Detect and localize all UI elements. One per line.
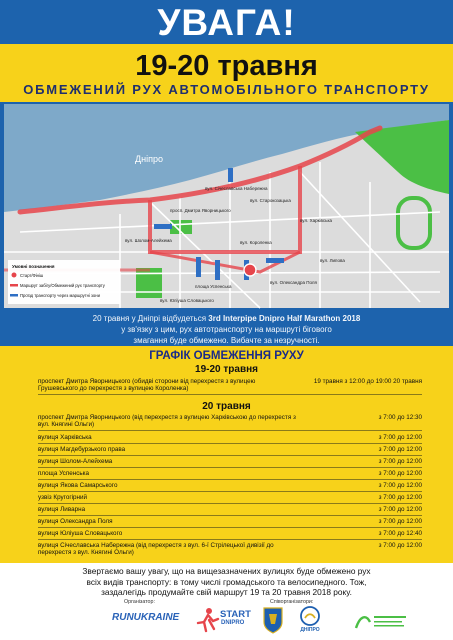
start-finish-marker <box>244 264 256 276</box>
schedule-street: проспект Дмитра Яворницького (обидві сторони від перехрестя з вулицею Грушевського до перехрестя з вулицею Короленка) <box>38 378 256 393</box>
schedule-day1-label: 19-20 травня <box>195 364 258 375</box>
runukraine-logo <box>112 612 184 626</box>
river-label: Дніпро <box>135 154 163 164</box>
organizer-label: Організатор: <box>124 599 155 605</box>
street-label-5: вул. Короленка <box>240 240 272 245</box>
schedule-street: узвіз Кругогірний <box>38 494 88 501</box>
schedule-time: з 7:00 до 12:00 <box>378 518 422 525</box>
row-divider <box>38 467 422 468</box>
row-divider <box>38 455 422 456</box>
schedule-time: з 7:00 до 12:00 <box>378 458 422 465</box>
row-divider <box>38 515 422 516</box>
schedule-time: з 7:00 до 12:00 <box>378 434 422 441</box>
schedule-street: вулиця Шолом-Алейхема <box>38 458 113 465</box>
schedule-street: вулиця Харківська <box>38 434 92 441</box>
info-line-3: змагання буде обмежено. Вибачте за незручності. <box>133 336 320 345</box>
info-band <box>0 312 453 346</box>
schedule-street: площа Успенська <box>38 470 90 477</box>
restriction-subtitle: ОБМЕЖЕНИЙ РУХ АВТОМОБІЛЬНОГО ТРАНСПОРТУ <box>23 82 430 97</box>
start-logo-text: START <box>220 609 251 620</box>
schedule-street: вулиця Ливарна <box>38 506 86 513</box>
footer-notice <box>20 566 433 598</box>
street-label-7: площа Успенська <box>195 284 232 289</box>
street-label-1: просп. Дмитра Яворницького <box>170 208 231 213</box>
legend-title: Умовні позначення <box>12 264 55 269</box>
schedule-day2-label: 20 травня <box>202 401 251 412</box>
row-divider <box>38 503 422 504</box>
street-label-0: вул. Січеславська Набережна <box>205 186 268 191</box>
schedule-time: з 7:00 до 12:00 <box>378 470 422 477</box>
schedule-time: з 7:00 до 12:00 <box>378 446 422 453</box>
schedule-street: вулиця Якова Самарського <box>38 482 118 489</box>
notice-line-2: всіх видів транспорту: в тому числі громадського та велосипедного. Тож, <box>86 576 367 587</box>
alert-title: УВАГА! <box>157 2 296 43</box>
header-band <box>0 0 453 44</box>
legend-item-2: Проїзд транспорту через маршрутні зони <box>20 293 100 298</box>
schedule-time: з 7:00 до 12:30 <box>378 414 422 421</box>
legend-item-0: Старт/Фініш <box>20 273 44 278</box>
info-line-1-text: 20 травня у Дніпрі відбудеться <box>92 314 209 323</box>
row-divider <box>38 394 422 395</box>
notice-line-3: заздалегідь продумайте свій маршрут 19 та 20 травня 2018 року. <box>101 587 352 598</box>
legend-item-1: Маршрут забігу/Обмежений рух транспорту <box>20 283 105 288</box>
runner-icon <box>196 607 220 633</box>
dnipro-coat-of-arms <box>262 606 284 634</box>
schedule-street: вулиця Січеславська Набережна (від перехрестя з вул. 6-ї Стрілецької дивізії до перехрестя з вул. Княгині Ольги) <box>38 542 274 557</box>
schedule-street: вулиця Олександра Поля <box>38 518 113 525</box>
info-line-2: у зв'язку з цим, рух автотранспорту на маршруті бігового <box>121 325 332 334</box>
map-legend <box>8 260 120 304</box>
start-dnipro-logo <box>196 606 254 634</box>
legend-detour-icon <box>10 294 18 297</box>
route-map-svg <box>0 102 453 312</box>
row-divider <box>38 443 422 444</box>
street-label-8: вул. Олександра Поля <box>270 280 317 285</box>
street-label-9: вул. Юліуша Словацького <box>160 298 214 303</box>
dnipro-city-logo <box>290 606 330 634</box>
sport-dept-icon <box>352 610 408 632</box>
info-line-1 <box>0 313 453 324</box>
notice-line-1: Звертаємо вашу увагу, що на вищезазначених вулицях буде обмежено рух <box>82 566 371 576</box>
schedule-row-day2-0 <box>38 414 422 430</box>
legend-route-icon <box>10 284 18 287</box>
row-divider <box>38 527 422 528</box>
event-dates: 19-20 травня <box>135 50 318 82</box>
park-southwest <box>136 268 162 298</box>
legend-start-icon <box>12 273 17 278</box>
street-label-4: вул. Шолом-Алейхема <box>125 238 172 243</box>
row-divider <box>38 491 422 492</box>
coat-of-arms-icon <box>262 606 284 634</box>
co-organizer-label: Співорганізатори: <box>270 599 314 605</box>
route-map <box>0 102 453 312</box>
schedule-street: вулиця Юліуша Словацького <box>38 530 123 537</box>
street-label-6: вул. Липова <box>320 258 345 263</box>
sport-dept-logo <box>352 610 408 632</box>
schedule-time: з 7:00 до 12:00 <box>378 494 422 501</box>
row-divider <box>38 430 422 431</box>
city-emblem-icon <box>299 606 321 626</box>
street-label-3: вул. Харківська <box>300 218 333 223</box>
city-logo-text: ДНІПРО <box>300 627 320 633</box>
street-label-2: вул. Старокозацька <box>250 198 291 203</box>
schedule-time: 19 травня з 12:00 до 19:00 20 травня <box>313 378 422 385</box>
runukraine-logo-text: RUNUKRAINE <box>112 612 180 623</box>
schedule-time: з 7:00 до 12:00 <box>378 506 422 513</box>
schedule-street: проспект Дмитра Яворницького (від перехрестя з вулицею Харківською до перехрестя з вул. Княгині Ольги) <box>38 414 296 429</box>
schedule-time: з 7:00 до 12:40 <box>378 530 422 537</box>
schedule-time: з 7:00 до 12:00 <box>378 542 422 549</box>
row-divider <box>38 539 422 540</box>
schedule-time: з 7:00 до 12:00 <box>378 482 422 489</box>
row-divider <box>38 479 422 480</box>
start-logo-sub: DNIPRO <box>221 620 245 626</box>
schedule-row-day1-0 <box>38 378 422 394</box>
schedule-street: вулиця Магдебурзького права <box>38 446 126 453</box>
schedule-title: ГРАФІК ОБМЕЖЕННЯ РУХУ <box>149 350 304 362</box>
event-name: 3rd Interpipe Dnipro Half Marathon 2018 <box>208 314 361 323</box>
